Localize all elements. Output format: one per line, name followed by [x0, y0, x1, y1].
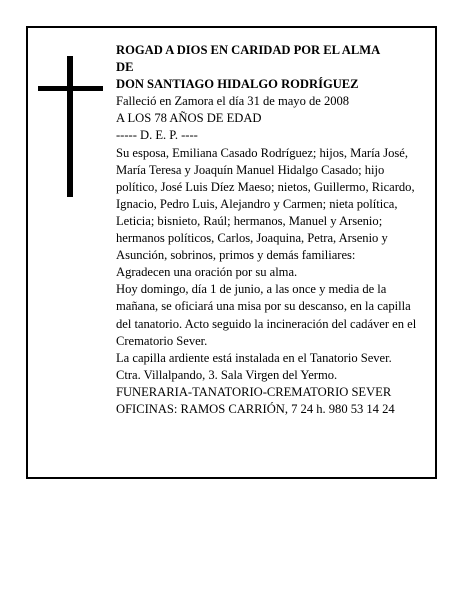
- family-members-paragraph: Su esposa, Emiliana Casado Rodríguez; hijos, María José, María Teresa y Joaquín Manuel Hidalgo Casado; hijo político, José Luis Díez Maeso; nietos, Guillermo, Ricardo, Ignacio, Pedro Luis, Alejandro y Carmen; nieta política, Leticia; bisnieto, Raúl; hermanos, Manuel y Arsenio; hermanos políticos, Carlos, Joaquina, Petra, Arsenio y Asunción, sobrinos, primos y demás familiares:: [116, 145, 415, 263]
- deceased-name: DON SANTIAGO HIDALGO RODRÍGUEZ: [116, 77, 359, 92]
- age-line: A LOS 78 AÑOS DE EDAD: [116, 111, 262, 126]
- notice-text: [116, 42, 432, 418]
- death-notice: [26, 26, 437, 479]
- prayer-request-line: Agradecen una oración por su alma.: [116, 265, 298, 280]
- rest-in-peace-line: ----- D. E. P. ----: [116, 128, 198, 143]
- cross-vertical-bar: [67, 56, 73, 197]
- funeral-home-address: Ctra. Villalpando, 3. Sala Virgen del Yermo.: [116, 367, 338, 382]
- funeral-home-name: FUNERARIA-TANATORIO-CREMATORIO SEVER: [116, 384, 392, 399]
- offices-contact-line: OFICINAS: RAMOS CARRIÓN, 7 24 h. 980 53 14 24: [116, 401, 395, 416]
- notice-heading-line-2: DE: [116, 60, 134, 75]
- mass-announcement-paragraph: Hoy domingo, día 1 de junio, a las once y media de la mañana, se oficiará una misa por su descanso, en la capilla del tanatorio. Acto seguido la incineración del cadáver en el Crematorio Sever.: [116, 282, 417, 348]
- cross-horizontal-bar: [38, 86, 103, 91]
- notice-heading-line-1: ROGAD A DIOS EN CARIDAD POR EL ALMA: [116, 43, 381, 57]
- death-date-place: Falleció en Zamora el día 31 de mayo de 2008: [116, 94, 350, 109]
- chapel-location-line: La capilla ardiente está instalada en el Tanatorio Sever.: [116, 350, 392, 365]
